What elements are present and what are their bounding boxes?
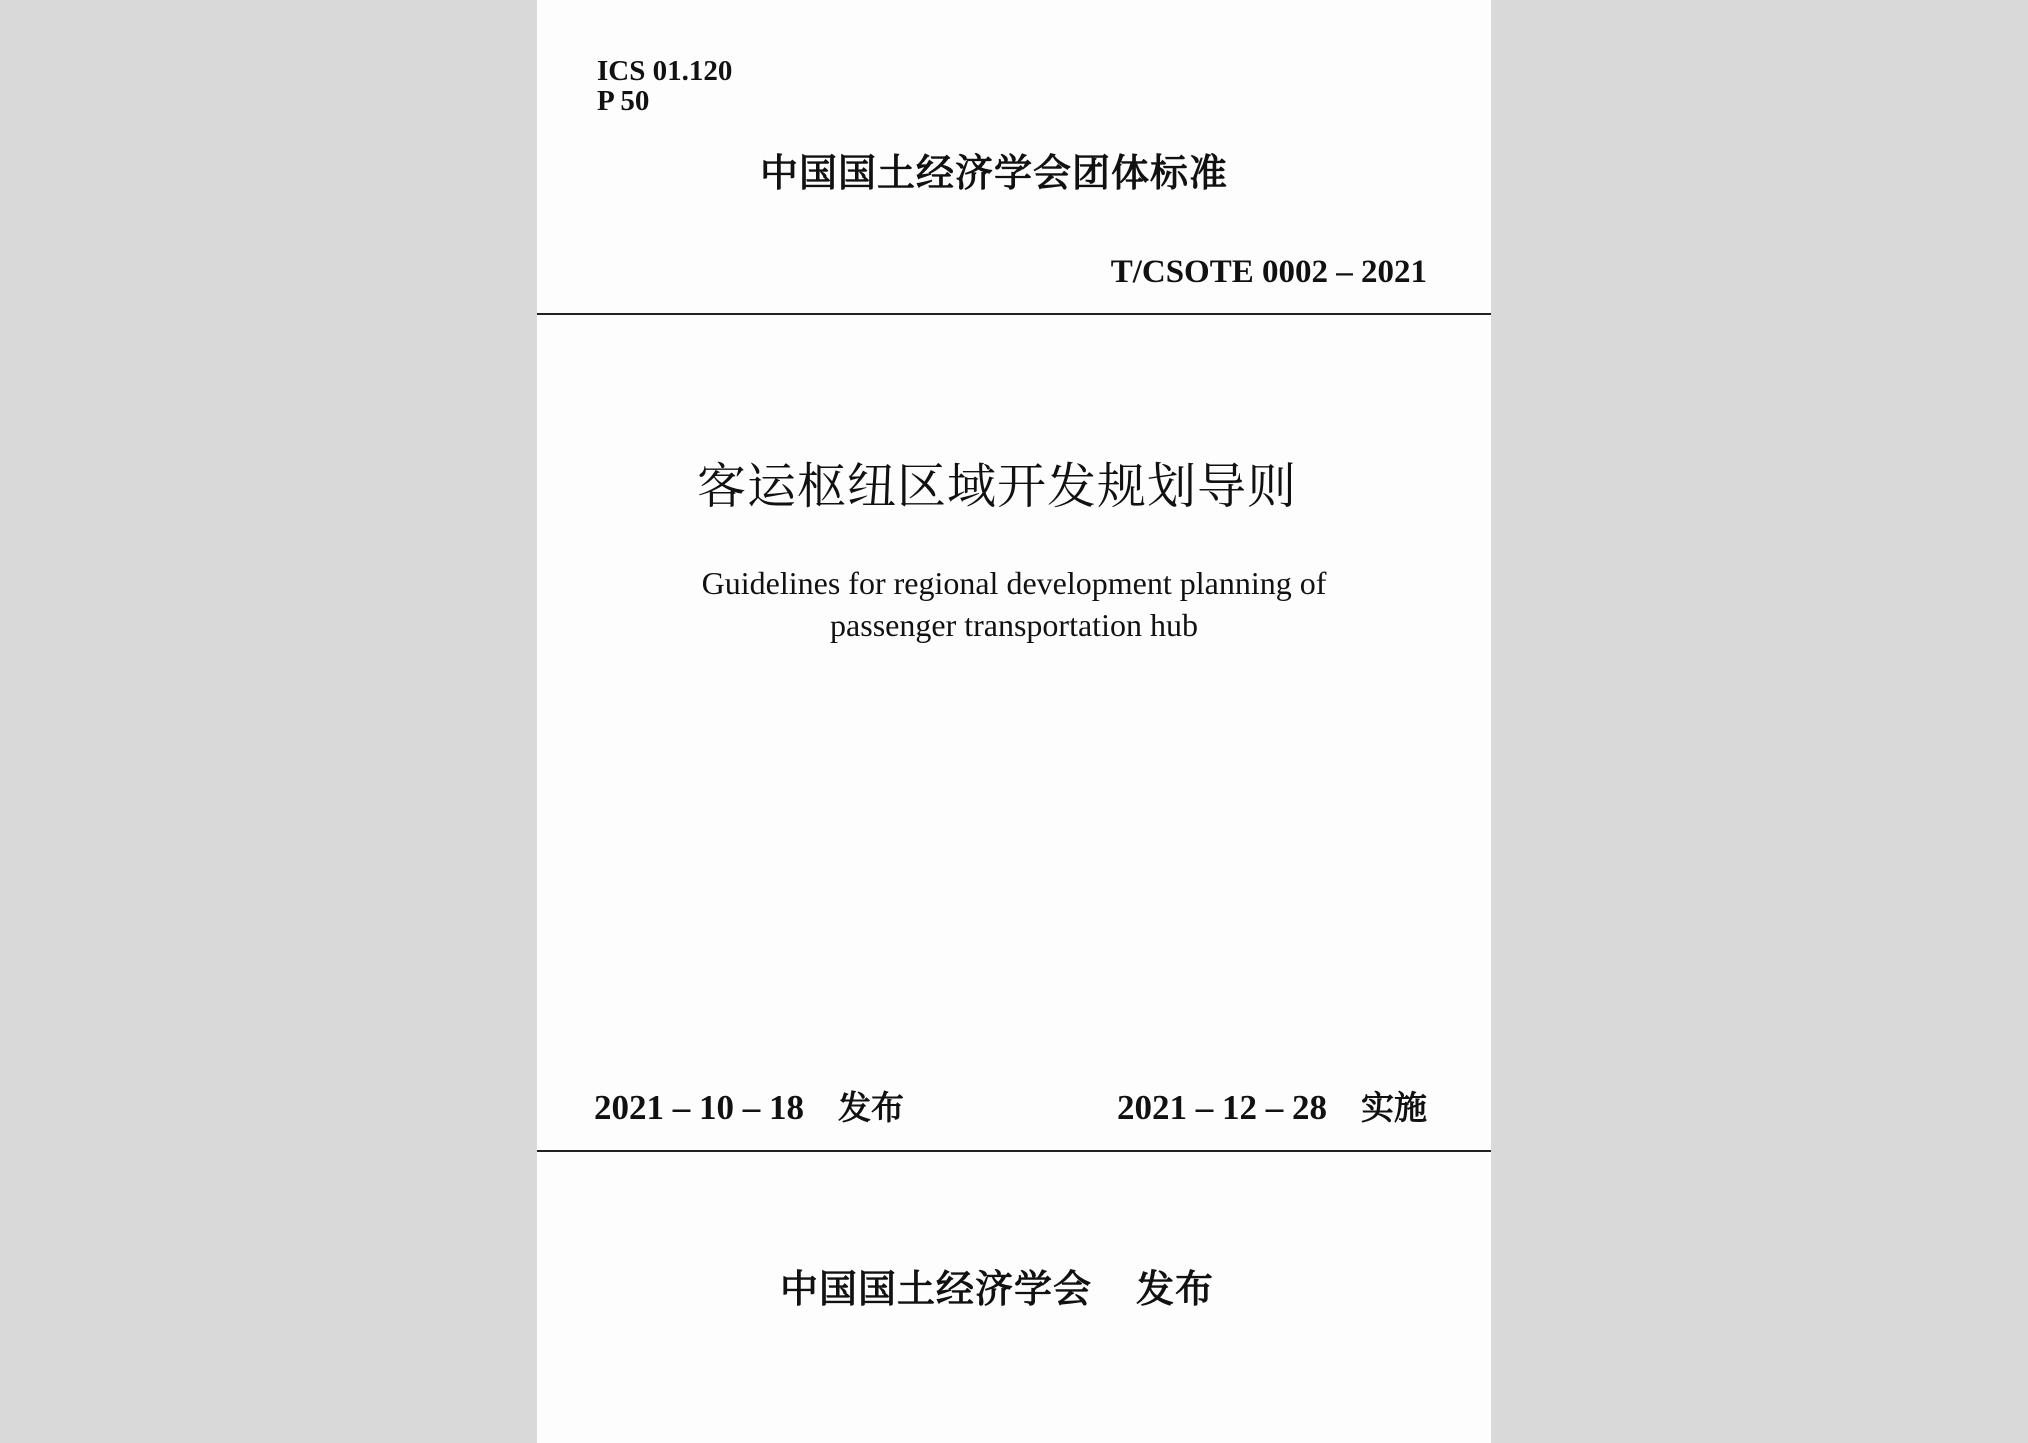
bottom-divider xyxy=(537,1150,1491,1152)
english-title-line-2: passenger transportation hub xyxy=(830,607,1198,643)
publisher-line xyxy=(537,1258,1491,1313)
document-title-chinese: 客运枢纽区域开发规划导则 xyxy=(696,458,1297,515)
implementation-label: 实施 xyxy=(1361,1088,1427,1127)
classification-codes xyxy=(597,56,732,116)
implementation-date: 2021 – 12 – 28 xyxy=(1117,1088,1327,1127)
english-title-line-1: Guidelines for regional development planning of xyxy=(701,565,1327,601)
class-code: P 50 xyxy=(597,85,650,117)
document-title-english xyxy=(537,562,1491,646)
publish-label: 发布 xyxy=(1136,1267,1215,1311)
issue-date-block xyxy=(594,1082,904,1129)
issue-label: 发布 xyxy=(838,1088,904,1127)
top-divider xyxy=(537,313,1491,315)
implementation-date-block xyxy=(1117,1082,1427,1129)
issue-date: 2021 – 10 – 18 xyxy=(594,1088,804,1127)
standard-number: T/CSOTE 0002 – 2021 xyxy=(1110,254,1427,290)
standard-category: 中国国土经济学会团体标准 xyxy=(759,151,1228,195)
document-cover-page xyxy=(537,0,1491,1443)
publisher-name: 中国国土经济学会 xyxy=(779,1267,1092,1311)
ics-code: ICS 01.120 xyxy=(597,55,733,87)
